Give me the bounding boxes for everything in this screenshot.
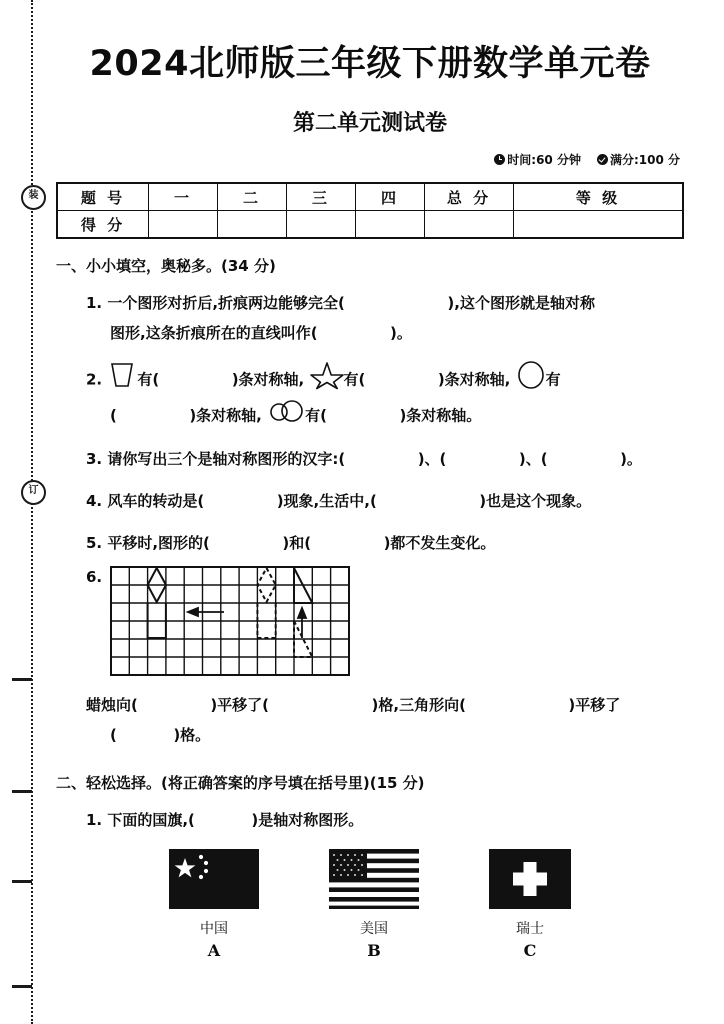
usa-flag-icon	[329, 849, 419, 909]
question-1-6-line-2	[86, 720, 684, 750]
s2q1-text-b: )是轴对称图形。	[251, 811, 364, 829]
translation-grid-figure	[110, 566, 358, 678]
trapezoid-shape-icon	[107, 360, 137, 400]
time-meta	[494, 151, 581, 168]
exam-meta	[56, 151, 684, 168]
total-score-label: 满分:100 分	[609, 153, 680, 167]
score-cell-2[interactable]	[218, 211, 287, 239]
score-table-header-1: 一	[149, 183, 218, 211]
q6-text-a: 蜡烛向(	[86, 696, 138, 714]
q3-text-a: 3. 请你写出三个是轴对称图形的汉字:(	[86, 450, 346, 468]
s2q1-text-a: 1. 下面的国旗,(	[86, 811, 195, 829]
total-score-meta	[597, 151, 680, 168]
q5-text-a: 5. 平移时,图形的(	[86, 534, 210, 552]
flag-name-b: 美国	[360, 921, 388, 937]
switzerland-flag-icon	[489, 849, 571, 909]
check-circle-icon	[597, 154, 608, 165]
q2-number: 2.	[86, 370, 103, 389]
score-table-header-0: 题 号	[57, 183, 149, 211]
q1-text-b: ),这个图形就是轴对称	[447, 294, 595, 312]
q2-text-h: 有(	[305, 406, 327, 425]
page-subtitle: 第二单元测试卷	[292, 111, 447, 136]
q2-text-b: )条对称轴,	[231, 370, 305, 389]
q5-text-c: )都不发生变化。	[383, 534, 496, 552]
binding-dash-3	[12, 880, 32, 883]
q2-text-e: 有	[545, 370, 561, 389]
score-table-header-3: 三	[287, 183, 356, 211]
score-table-header-4: 四	[356, 183, 425, 211]
question-1-4-line	[86, 486, 684, 516]
question-1-5-line	[86, 528, 684, 558]
binding-mark-bottom: 订	[21, 480, 46, 505]
clock-icon	[494, 154, 505, 165]
q1-text-a: 1. 一个图形对折后,折痕两边能够完全(	[86, 294, 345, 312]
circle-shape-icon	[516, 360, 546, 400]
q4-text-a: 4. 风车的转动是(	[86, 492, 205, 510]
flag-name-a: 中国	[200, 921, 228, 937]
score-table-row-label: 得 分	[57, 211, 149, 239]
q2-text-g: )条对称轴,	[189, 406, 262, 425]
two-circles-shape-icon	[267, 400, 305, 432]
binding-mark-top: 装	[21, 185, 46, 210]
china-flag-icon	[169, 849, 259, 909]
section-2-heading: 二、轻松选择。(将正确答案的序号填在括号里)(15 分)	[56, 774, 425, 792]
q3-text-d: )。	[620, 450, 642, 468]
q6-text-f: )格。	[173, 726, 211, 744]
score-table-header-5: 总 分	[425, 183, 514, 211]
question-1-1-line-2	[86, 318, 684, 348]
binding-dash-2	[12, 790, 32, 793]
q1-text-c: 图形,这条折痕所在的直线叫作(	[110, 324, 318, 342]
question-1-2-line-1	[86, 360, 684, 400]
q2-text-a: 有(	[137, 370, 160, 389]
question-1-1-line-1	[86, 288, 684, 318]
q4-text-c: )也是这个现象。	[479, 492, 592, 510]
q1-text-d: )。	[390, 324, 412, 342]
question-1-2	[56, 360, 684, 432]
score-cell-3[interactable]	[287, 211, 356, 239]
q2-text-f: (	[110, 406, 117, 425]
score-table-header-2: 二	[218, 183, 287, 211]
question-1-6	[56, 566, 684, 678]
q5-text-b: )和(	[282, 534, 312, 552]
flag-letter-a: A	[207, 941, 221, 960]
left-arrow-icon	[188, 608, 224, 616]
q6-text-b: )平移了(	[210, 696, 270, 714]
q6-text-e: (	[110, 726, 117, 744]
time-label: 时间:60 分钟	[507, 153, 581, 167]
table-row-scores	[57, 211, 683, 239]
flag-letter-c: C	[523, 941, 537, 960]
flag-name-c: 瑞士	[516, 921, 544, 937]
q3-text-b: )、(	[417, 450, 447, 468]
table-row-headers	[57, 183, 683, 211]
question-1-3	[56, 444, 684, 474]
flag-letter-b: B	[367, 941, 381, 960]
flag-option-b[interactable]	[329, 849, 419, 960]
question-1-3-line	[86, 444, 684, 474]
score-cell-1[interactable]	[149, 211, 218, 239]
question-1-6-line-1	[86, 690, 684, 720]
score-cell-6[interactable]	[514, 211, 684, 239]
binding-dash-4	[12, 985, 32, 988]
q6-number: 6.	[86, 568, 103, 586]
question-1-6-text	[56, 690, 684, 750]
q2-text-c: 有(	[343, 370, 366, 389]
worksheet-page	[56, 0, 684, 1024]
question-1-2-line-2	[86, 400, 684, 432]
q2-text-d: )条对称轴,	[437, 370, 511, 389]
section-1-heading: 一、小小填空，奥秘多。(34 分)	[56, 257, 276, 275]
question-1-5	[56, 528, 684, 558]
star-shape-icon	[310, 360, 344, 400]
question-2-1	[56, 805, 684, 835]
flag-option-a[interactable]	[169, 849, 259, 960]
page-title: 2024北师版三年级下册数学单元卷	[89, 44, 651, 84]
q3-text-c: )、(	[518, 450, 548, 468]
score-cell-5[interactable]	[425, 211, 514, 239]
question-1-1	[56, 288, 684, 348]
binding-dash-1	[12, 678, 32, 681]
q6-text-c: )格,三角形向(	[371, 696, 466, 714]
question-2-1-line	[86, 805, 684, 835]
score-cell-4[interactable]	[356, 211, 425, 239]
up-arrow-icon	[298, 608, 306, 638]
flag-option-c[interactable]	[489, 849, 571, 960]
q4-text-b: )现象,生活中,(	[276, 492, 377, 510]
score-table-header-6: 等 级	[514, 183, 684, 211]
score-table	[56, 182, 684, 239]
flag-options-row	[56, 849, 684, 960]
question-1-4	[56, 486, 684, 516]
binding-dotted-line	[31, 0, 33, 1024]
q6-text-d: )平移了	[568, 696, 621, 714]
q2-text-i: )条对称轴。	[399, 406, 482, 425]
